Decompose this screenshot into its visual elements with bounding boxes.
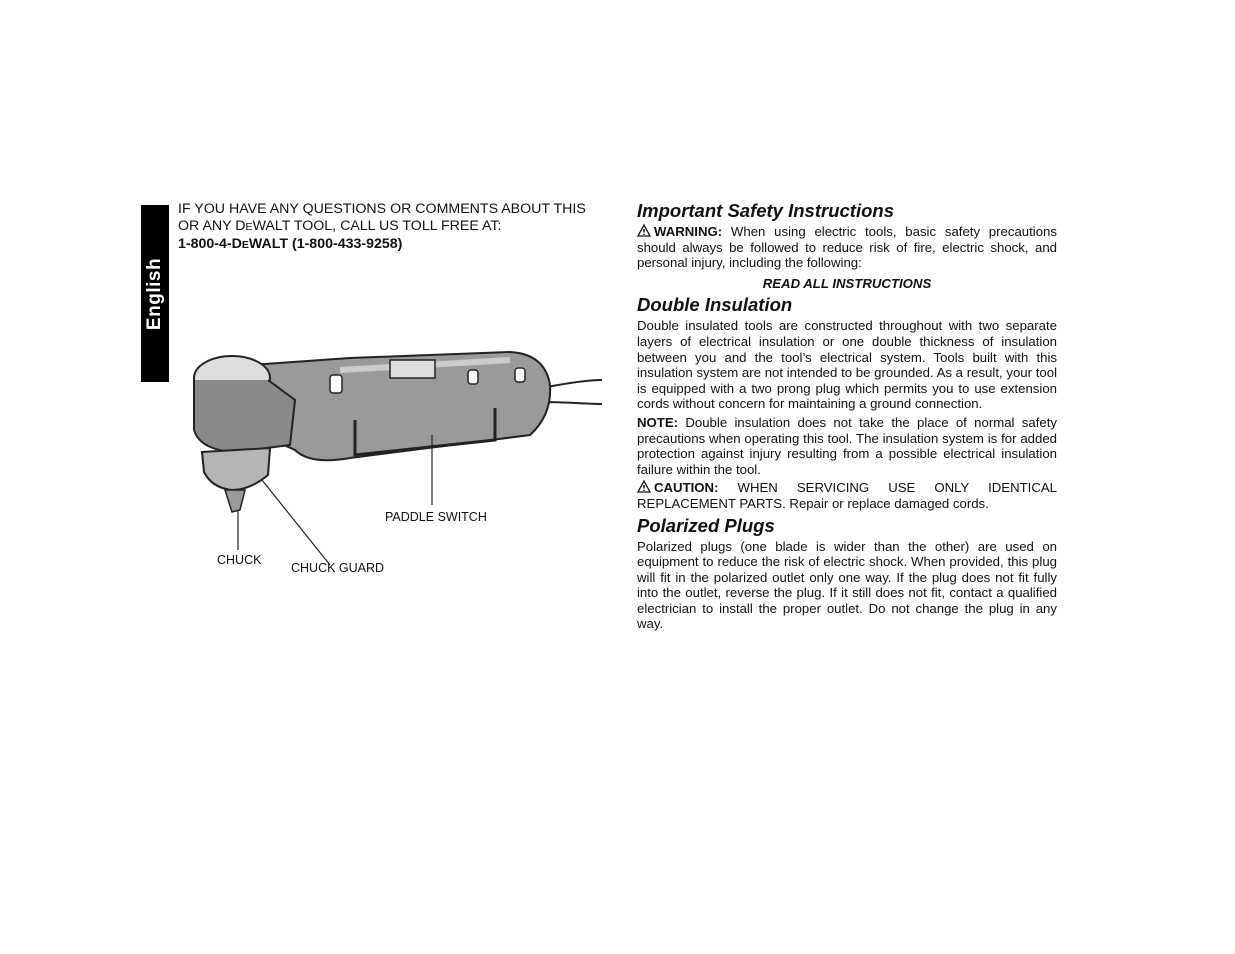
warning-lead: WARNING: xyxy=(654,224,723,239)
callout-paddle-switch: PADDLE SWITCH xyxy=(385,510,487,524)
safety-column xyxy=(637,200,1057,635)
read-all-instructions: READ ALL INSTRUCTIONS xyxy=(762,275,932,291)
phone-b: E xyxy=(241,239,249,251)
contact-line-2-b: E xyxy=(245,220,253,233)
note-text: Double insulation does not take the place of normal safety precautions when operating this tool. The insulation system is for added protection against injury resulting from a possible electrical insulation failure within the tool. xyxy=(637,414,1057,477)
drill-illustration xyxy=(190,340,602,580)
note-lead: NOTE: xyxy=(637,414,679,430)
double-insulation-body: Double insulated tools are constructed throughout with two separate layers of electrical insulation or one double thickness of insulation between you and the tool’s electrical system. Tools built with this insulation system are not intended to be grounded. As a result, your tool is equipped with a two prong plug which permits you to use extension cords without concern for maintaining a ground connection. xyxy=(637,318,1057,412)
heading-double-insulation: Double Insulation xyxy=(637,294,793,316)
language-tab-label: English xyxy=(144,257,165,330)
polarized-body: Polarized plugs (one blade is wider than the other) are used on equipment to reduce the risk of electric shock. When provided, this plug will fit in the polarized outlet only one way. If the plug does not fit fully into the outlet, reverse the plug. If it still does not fit, contact a qualified electrician to install the proper outlet. Do not change the plug in any way. xyxy=(637,538,1057,632)
caution-text: WHEN SERVICING USE ONLY IDENTICAL REPLACEMENT PARTS. Repair or replace damaged cords. xyxy=(637,480,1057,511)
contact-phone xyxy=(178,236,608,254)
caution-lead: CAUTION: xyxy=(654,480,719,496)
note-paragraph xyxy=(637,415,1057,477)
phone-a: 1-800-4-D xyxy=(178,236,242,252)
caution-triangle-icon xyxy=(637,480,651,493)
right-angle-drill-drawing xyxy=(190,340,602,580)
heading-polarized-plugs: Polarized Plugs xyxy=(637,514,775,536)
callout-chuck-guard: CHUCK GUARD xyxy=(291,561,385,575)
warning-paragraph xyxy=(637,224,1057,271)
heading-important-safety: Important Safety Instructions xyxy=(637,200,894,221)
contact-line-2-a: OR ANY D xyxy=(178,217,246,234)
contact-line-1: IF YOU HAVE ANY QUESTIONS OR COMMENTS ABOUT THIS xyxy=(178,201,586,217)
caution-paragraph xyxy=(637,480,1057,511)
contact-block xyxy=(178,201,608,254)
phone-c: WALT (1-800-433-9258) xyxy=(248,236,403,252)
warning-triangle-icon xyxy=(637,224,651,237)
warning-text: When using electric tools, basic safety precautions should always be followed to reduce risk of fire, electric shock, and personal injury, including the following: xyxy=(637,224,1057,271)
contact-line-2-c: WALT TOOL, CALL US TOLL FREE AT: xyxy=(252,217,502,234)
callout-chuck: CHUCK xyxy=(217,553,262,567)
language-tab xyxy=(141,205,169,382)
